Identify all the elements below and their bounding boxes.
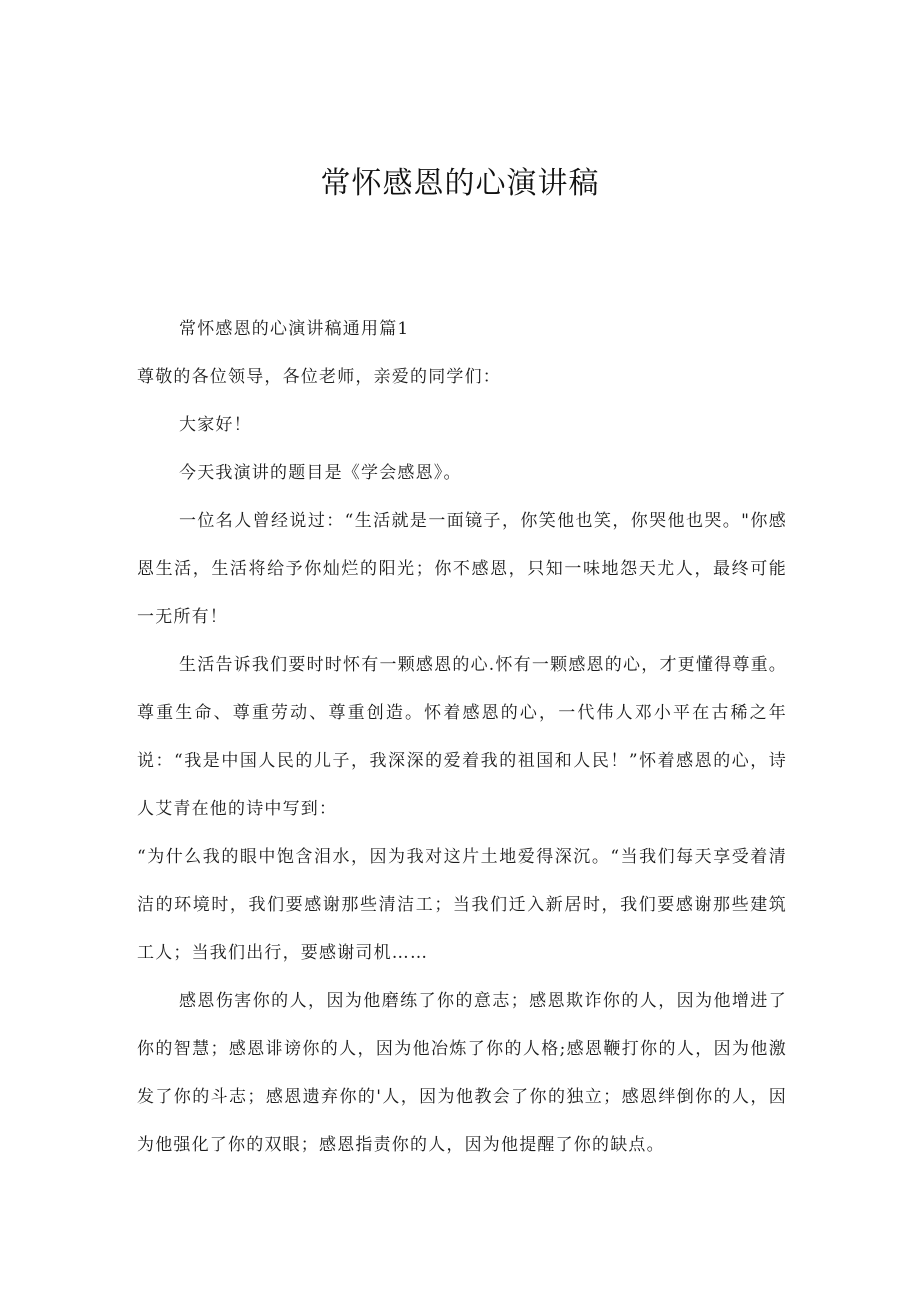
document-title: 常怀感恩的心演讲稿 <box>320 166 600 201</box>
paragraph-respect: 生活告诉我们要时时怀有一颗感恩的心.怀有一颗感恩的心，才更懂得尊重。尊重生命、尊重劳动、尊重创造。怀着感恩的心，一代伟人邓小平在古稀之年说：“我是中国人民的儿子，我深深的爱着我的祖国和人民！”怀着感恩的心，诗人艾青在他的诗中写到： <box>137 655 787 819</box>
paragraph-topic: 今天我演讲的题目是《学会感恩》。 <box>179 463 462 483</box>
paragraph-heading: 常怀感恩的心演讲稿通用篇1 <box>179 319 410 339</box>
paragraph-poem-quote: “为什么我的眼中饱含泪水，因为我对这片土地爱得深沉。“当我们每天享受着清洁的环境时，我们要感谢那些清洁工；当我们迁入新居时，我们要感谢那些建筑工人；当我们出行，要感谢司机…… <box>137 847 787 963</box>
paragraph-gratitude-list: 感恩伤害你的人，因为他磨练了你的意志；感恩欺诈你的人，因为他增进了你的智慧；感恩诽谤你的人，因为他冶炼了你的人格;感恩鞭打你的人，因为他激发了你的斗志；感恩遗弃你的'人，因为他教会了你的独立；感恩绊倒你的人，因为他强化了你的双眼；感恩指责你的人，因为他提醒了你的缺点。 <box>137 991 787 1155</box>
paragraph-salutation: 尊敬的各位领导，各位老师，亲爱的同学们： <box>137 367 501 387</box>
paragraph-mirror-quote: 一位名人曾经说过：“生活就是一面镜子，你笑他也笑，你哭他也哭。"你感恩生活，生活将给予你灿烂的阳光；你不感恩，只知一味地怨天尤人，最终可能一无所有！ <box>137 511 787 627</box>
document-body <box>137 305 787 1169</box>
paragraph-greeting: 大家好！ <box>179 415 252 435</box>
